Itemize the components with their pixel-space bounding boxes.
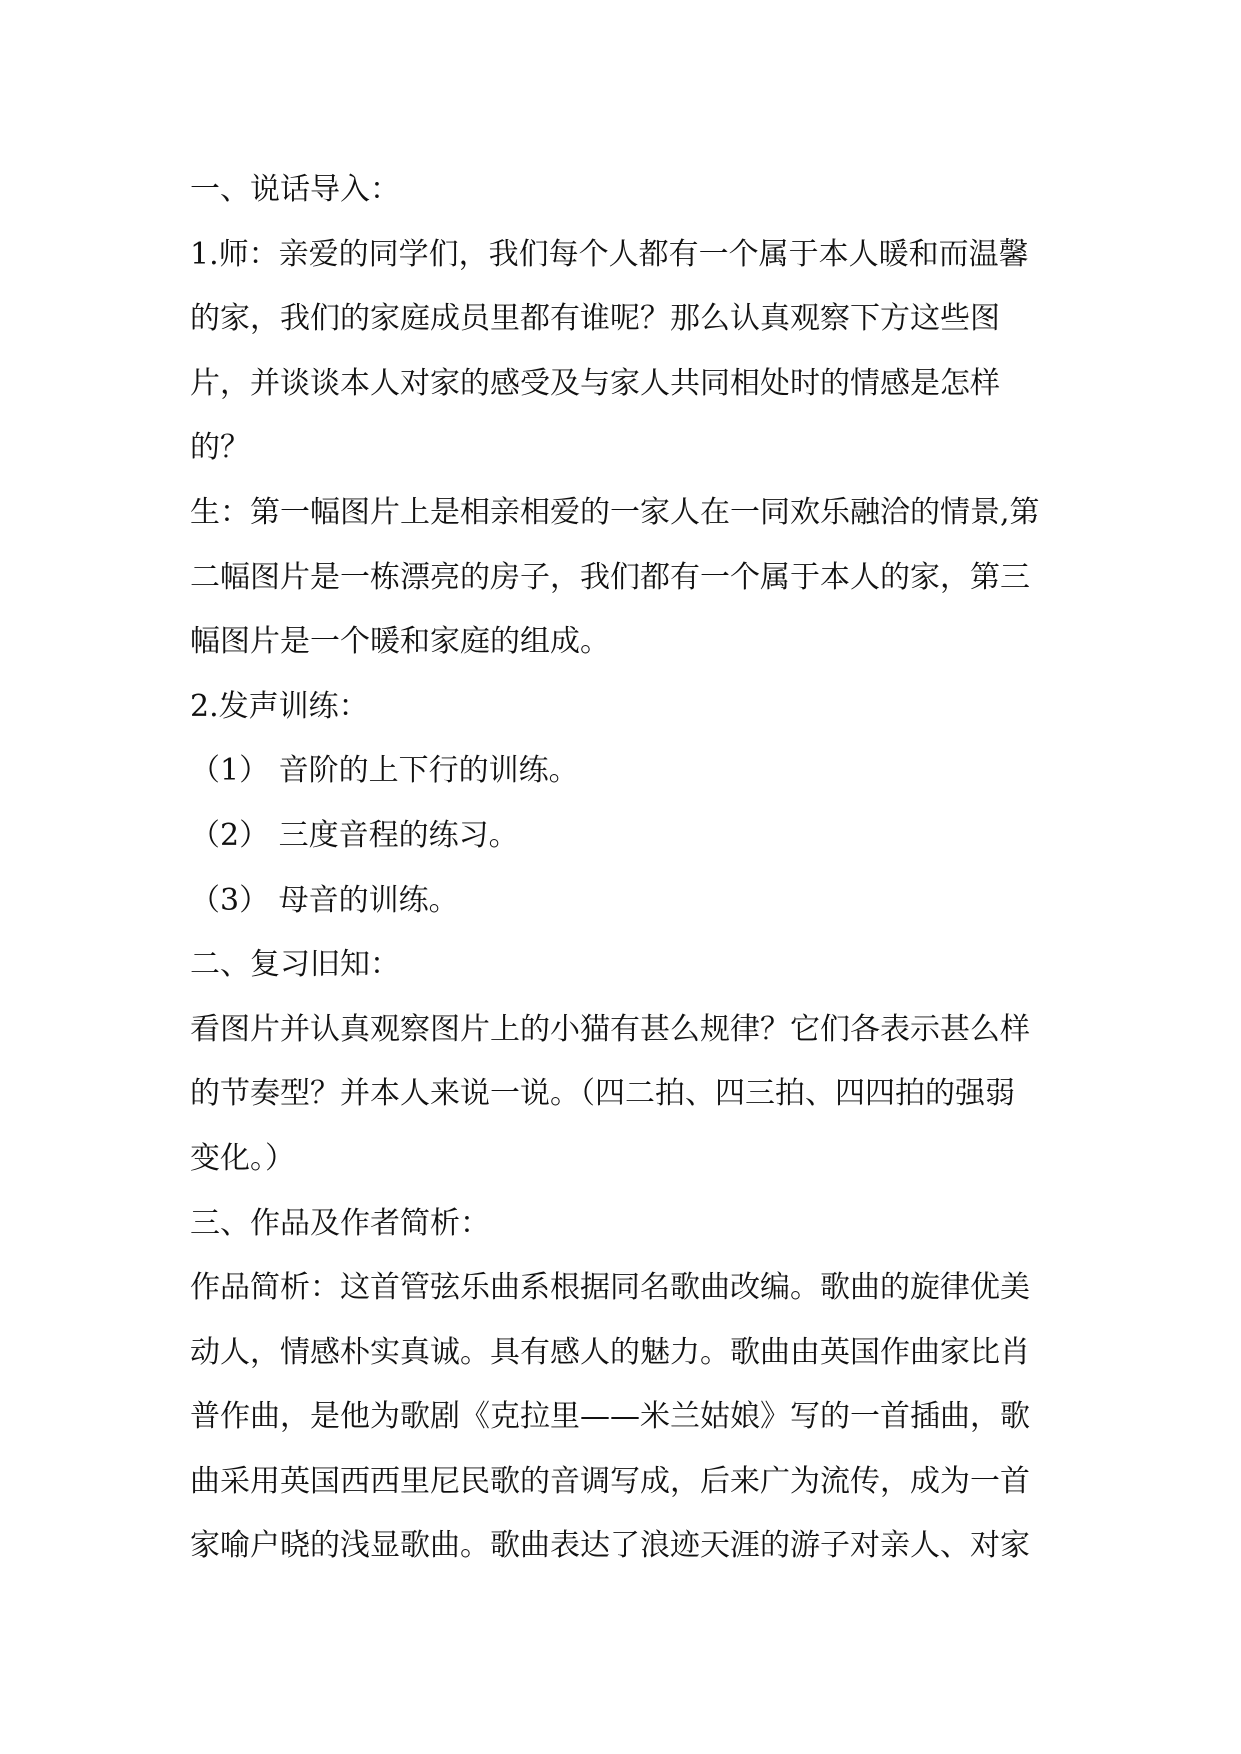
- text-line: 二幅图片是一栋漂亮的房子，我们都有一个属于本人的家，第三: [190, 559, 1030, 595]
- text-line: 片，并谈谈本人对家的感受及与家人共同相处时的情感是怎样: [190, 365, 1000, 401]
- text-line: 家喻户晓的浅显歌曲。歌曲表达了浪迹天涯的游子对亲人、对家: [190, 1528, 1030, 1564]
- text-line: 1.师：亲爱的同学们，我们每个人都有一个属于本人暖和而温馨: [190, 236, 1029, 272]
- text-line: 普作曲，是他为歌剧《克拉里——米兰姑娘》写的一首插曲，歌: [190, 1399, 1030, 1435]
- text-line: 的节奏型？并本人来说一说。（四二拍、四三拍、四四拍的强弱: [190, 1076, 1015, 1112]
- text-line: 生：第一幅图片上是相亲相爱的一家人在一同欢乐融洽的情景,第: [190, 494, 1040, 530]
- section-heading-3: 三、作品及作者简析：: [190, 1205, 490, 1241]
- list-item: （3） 母音的训练。: [190, 882, 459, 918]
- text-line: 作品简析：这首管弦乐曲系根据同名歌曲改编。歌曲的旋律优美: [190, 1270, 1030, 1306]
- list-item: （2） 三度音程的练习。: [190, 817, 519, 853]
- text-line: 的家，我们的家庭成员里都有谁呢？那么认真观察下方这些图: [190, 301, 1000, 337]
- text-line: 看图片并认真观察图片上的小猫有甚么规律？它们各表示甚么样: [190, 1011, 1030, 1047]
- text-line: 幅图片是一个暖和家庭的组成。: [190, 624, 610, 660]
- text-line: 动人，情感朴实真诚。具有感人的魅力。歌曲由英国作曲家比肖: [190, 1334, 1030, 1370]
- list-item: （1） 音阶的上下行的训练。: [190, 753, 579, 789]
- text-line: 曲采用英国西西里尼民歌的音调写成，后来广为流传，成为一首: [190, 1463, 1030, 1499]
- text-line: 的？: [190, 430, 250, 466]
- sub-heading: 2.发声训练：: [190, 688, 369, 724]
- document-body: [190, 158, 1070, 1579]
- section-heading-1: 一、说话导入：: [190, 172, 400, 207]
- text-line: 变化。）: [190, 1140, 295, 1176]
- section-heading-2: 二、复习旧知：: [190, 947, 400, 983]
